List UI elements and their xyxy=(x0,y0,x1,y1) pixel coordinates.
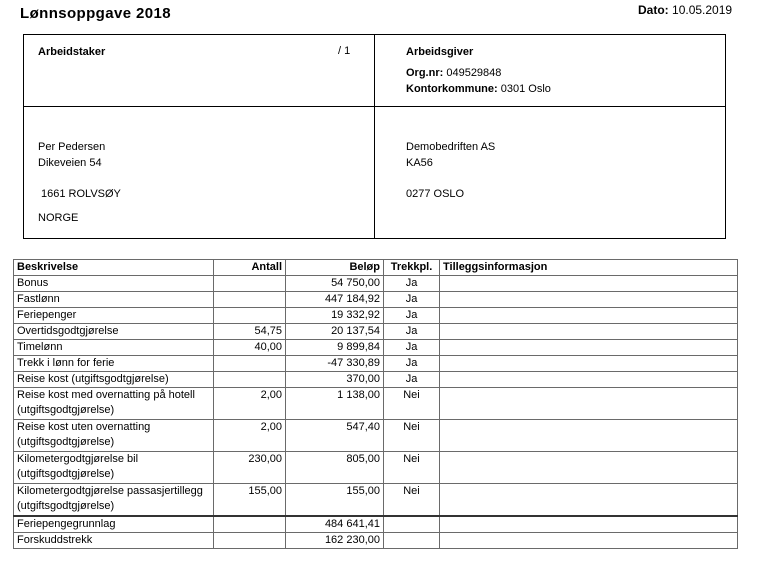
cell-antall xyxy=(214,516,286,533)
cell-belop: -47 330,89 xyxy=(286,356,384,372)
cell-trekk: Ja xyxy=(384,292,440,308)
cell-antall: 230,00 xyxy=(214,452,286,484)
table-row xyxy=(14,324,738,340)
cell-belop: 370,00 xyxy=(286,372,384,388)
table-row xyxy=(14,452,738,484)
cell-antall xyxy=(214,533,286,549)
col-header-tilleggsinformasjon: Tilleggsinformasjon xyxy=(440,260,738,276)
cell-info xyxy=(440,388,738,420)
col-header-trekkpl: Trekkpl. xyxy=(384,260,440,276)
col-header-antall: Antall xyxy=(214,260,286,276)
cell-belop: 162 230,00 xyxy=(286,533,384,549)
cell-desc: Reise kost uten overnatting (utgiftsgodtgjørelse) xyxy=(14,420,214,452)
cell-info xyxy=(440,533,738,549)
employee-heading: Arbeidstaker xyxy=(38,46,106,58)
cell-trekk: Nei xyxy=(384,388,440,420)
employer-street: KA56 xyxy=(406,157,433,169)
table-row xyxy=(14,292,738,308)
summary-row xyxy=(14,533,738,549)
cell-antall: 155,00 xyxy=(214,484,286,517)
cell-desc: Overtidsgodtgjørelse xyxy=(14,324,214,340)
employee-country: NORGE xyxy=(38,212,79,224)
cell-desc: Feriepenger xyxy=(14,308,214,324)
party-box xyxy=(23,34,726,239)
table-row xyxy=(14,372,738,388)
employer-postal: 0277 OSLO xyxy=(406,188,465,200)
cell-antall: 2,00 xyxy=(214,388,286,420)
cell-trekk: Ja xyxy=(384,276,440,292)
table-row xyxy=(14,308,738,324)
cell-antall xyxy=(214,372,286,388)
income-table xyxy=(13,259,738,549)
cell-info xyxy=(440,340,738,356)
cell-info xyxy=(440,372,738,388)
col-header-belop: Beløp xyxy=(286,260,384,276)
cell-antall xyxy=(214,356,286,372)
table-header-row xyxy=(14,260,738,276)
orgnr-label: Org.nr: xyxy=(406,67,444,79)
cell-trekk: Nei xyxy=(384,420,440,452)
cell-antall: 2,00 xyxy=(214,420,286,452)
cell-info xyxy=(440,516,738,533)
cell-trekk: Ja xyxy=(384,324,440,340)
page-indicator: / 1 xyxy=(338,45,351,57)
cell-desc: Fastlønn xyxy=(14,292,214,308)
document-date xyxy=(638,3,732,17)
cell-belop: 20 137,54 xyxy=(286,324,384,340)
cell-antall xyxy=(214,308,286,324)
cell-desc: Kilometergodtgjørelse passasjertillegg (utgiftsgodtgjørelse) xyxy=(14,484,214,517)
cell-info xyxy=(440,292,738,308)
cell-trekk: Ja xyxy=(384,372,440,388)
orgnr-value: 049529848 xyxy=(446,67,502,79)
cell-desc: Reise kost med overnatting på hotell (utgiftsgodtgjørelse) xyxy=(14,388,214,420)
cell-trekk xyxy=(384,516,440,533)
cell-trekk: Nei xyxy=(384,484,440,517)
cell-belop: 54 750,00 xyxy=(286,276,384,292)
cell-desc: Timelønn xyxy=(14,340,214,356)
cell-desc: Bonus xyxy=(14,276,214,292)
cell-desc: Reise kost (utgiftsgodtgjørelse) xyxy=(14,372,214,388)
cell-belop: 1 138,00 xyxy=(286,388,384,420)
table-row xyxy=(14,340,738,356)
cell-antall: 40,00 xyxy=(214,340,286,356)
cell-trekk: Nei xyxy=(384,452,440,484)
cell-trekk: Ja xyxy=(384,308,440,324)
employee-postal: 1661 ROLVSØY xyxy=(41,188,121,200)
col-header-beskrivelse: Beskrivelse xyxy=(14,260,214,276)
cell-desc: Trekk i lønn for ferie xyxy=(14,356,214,372)
employer-name: Demobedriften AS xyxy=(406,141,496,153)
cell-belop: 155,00 xyxy=(286,484,384,517)
employee-street: Dikeveien 54 xyxy=(38,157,102,169)
table-row xyxy=(14,388,738,420)
date-label: Dato: xyxy=(638,3,669,17)
table-row xyxy=(14,356,738,372)
cell-info xyxy=(440,276,738,292)
cell-trekk: Ja xyxy=(384,356,440,372)
cell-belop: 9 899,84 xyxy=(286,340,384,356)
cell-desc: Kilometergodtgjørelse bil (utgiftsgodtgjørelse) xyxy=(14,452,214,484)
cell-belop: 805,00 xyxy=(286,452,384,484)
cell-belop: 547,40 xyxy=(286,420,384,452)
cell-info xyxy=(440,452,738,484)
cell-trekk xyxy=(384,533,440,549)
cell-desc: Forskuddstrekk xyxy=(14,533,214,549)
table-row xyxy=(14,484,738,517)
cell-belop: 484 641,41 xyxy=(286,516,384,533)
date-value: 10.05.2019 xyxy=(672,3,733,17)
cell-info xyxy=(440,420,738,452)
cell-antall xyxy=(214,292,286,308)
cell-antall xyxy=(214,276,286,292)
page-title: Lønnsoppgave 2018 xyxy=(20,5,172,22)
table-row xyxy=(14,420,738,452)
kommune-value: 0301 Oslo xyxy=(500,83,551,95)
cell-desc: Feriepengegrunnlag xyxy=(14,516,214,533)
kommune-label: Kontorkommune: xyxy=(406,83,498,95)
cell-info xyxy=(440,308,738,324)
employer-heading: Arbeidsgiver xyxy=(406,46,474,58)
cell-info xyxy=(440,356,738,372)
employer-orgnr xyxy=(406,67,501,79)
summary-row xyxy=(14,516,738,533)
cell-info xyxy=(440,484,738,517)
cell-antall: 54,75 xyxy=(214,324,286,340)
employer-kommune xyxy=(406,83,551,95)
party-divider-vertical xyxy=(374,35,375,238)
cell-belop: 19 332,92 xyxy=(286,308,384,324)
table-row xyxy=(14,276,738,292)
cell-info xyxy=(440,324,738,340)
employee-name: Per Pedersen xyxy=(38,141,106,153)
cell-belop: 447 184,92 xyxy=(286,292,384,308)
cell-trekk: Ja xyxy=(384,340,440,356)
